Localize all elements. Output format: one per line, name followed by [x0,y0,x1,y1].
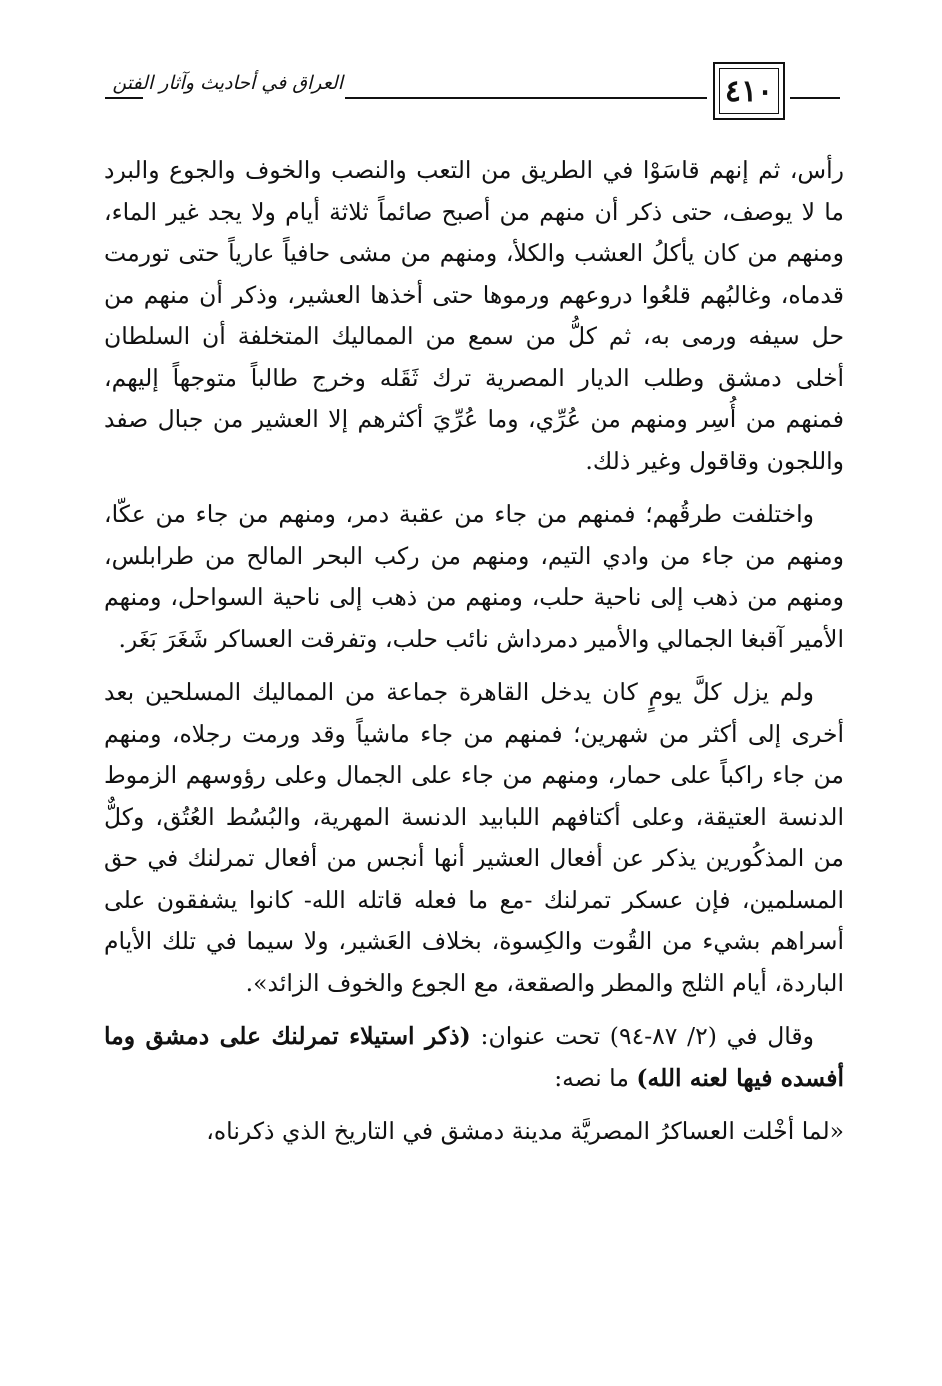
page-header [0,0,942,140]
paragraph-2: واختلفت طرقُهم؛ فمنهم من جاء من عقبة دمر، ومنهم من جاء من عكّا، ومنهم من جاء من وادي التيم، ومنهم من ركب البحر المالح من طرابلس، ومنهم من ذهب إلى ناحية حلب، ومنهم من ذهب إلى ناحية السواحل، ومنهم الأمير آقبغا الجمالي والأمير دمرداش نائب حلب، وتفرقت العساكر شَغَرَ بَغَر. [104,500,844,653]
page-number-frame [713,62,785,120]
paragraph-5: «لما أخْلت العساكرُ المصريَّة مدينة دمشق في التاريخ الذي ذكرناه، [206,1117,844,1145]
page-number: ٤١٠ [724,73,774,109]
running-title: العراق في أحاديث وآثار الفتن [112,72,343,94]
paragraph-4 [104,1016,844,1099]
header-rule-left [105,97,143,99]
section-heading-quote: (ذكر استيلاء تمرلنك على دمشق وما أفسده فيها لعنه الله) [104,1022,844,1092]
header-rule-middle [345,97,707,99]
citation-tail: ما نصه: [554,1063,637,1092]
paragraph-3: ولم يزل كلَّ يومٍ كان يدخل القاهرة جماعة من المماليك المسلحين بعد أخرى إلى أكثر من شهرين؛ فمنهم من جاء ماشياً وقد ورمت رجلاه، ومنهم من جاء راكباً على حمار، ومنهم من جاء على الجمال وعلى رؤوسهم الزموط الدنسة العتيقة، وعلى أكتافهم اللبابيد الدنسة المهرية، والبُسُط العُتُق، وكلٌّ من المذكُورين يذكر عن أفعال العشير أنها أنجس من أفعال تمرلنك في حق المسلمين، فإن عسكر تمرلنك -مع ما فعله قاتله الله- كانوا يشفقون على أسراهم بشيء من القُوت والكِسوة، بخلاف العَشير، ولا سيما في تلك الأيام الباردة، أيام الثلج والمطر والصقعة، مع الجوع والخوف الزائد». [104,678,844,997]
paragraph-1: رأس، ثم إنهم قاسَوْا في الطريق من التعب والنصب والخوف والجوع والبرد ما لا يوصف، حتى ذكر أن منهم من أصبح صائماً ثلاثة أيام ولا يجد غير الماء، ومنهم من كان يأكلُ العشب والكلأ، ومنهم من مشى حافياً عارياً حتى تورمت قدماه، وغالبُهم قلعُوا دروعهم ورموها حتى أخذها العشير، وذكر أن منهم من حل سيفه ورمى به، ثم كلُّ من سمع من المماليك المتخلفة أن السلطان أخلى دمشق وطلب الديار المصرية ترك ثَقَله وخرج طالباً متوجهاً إليهم، فمنهم من أُسِر ومنهم من عُرِّي، وما عُرِّيَ أكثرهم إلا العشير من جبال صفد واللجون وقاقول وغير ذلك. [104,156,844,475]
page-body [104,150,844,1165]
header-rule-right [790,97,840,99]
citation-intro: وقال في (٢/ ٨٧-٩٤) تحت عنوان: [470,1022,815,1050]
